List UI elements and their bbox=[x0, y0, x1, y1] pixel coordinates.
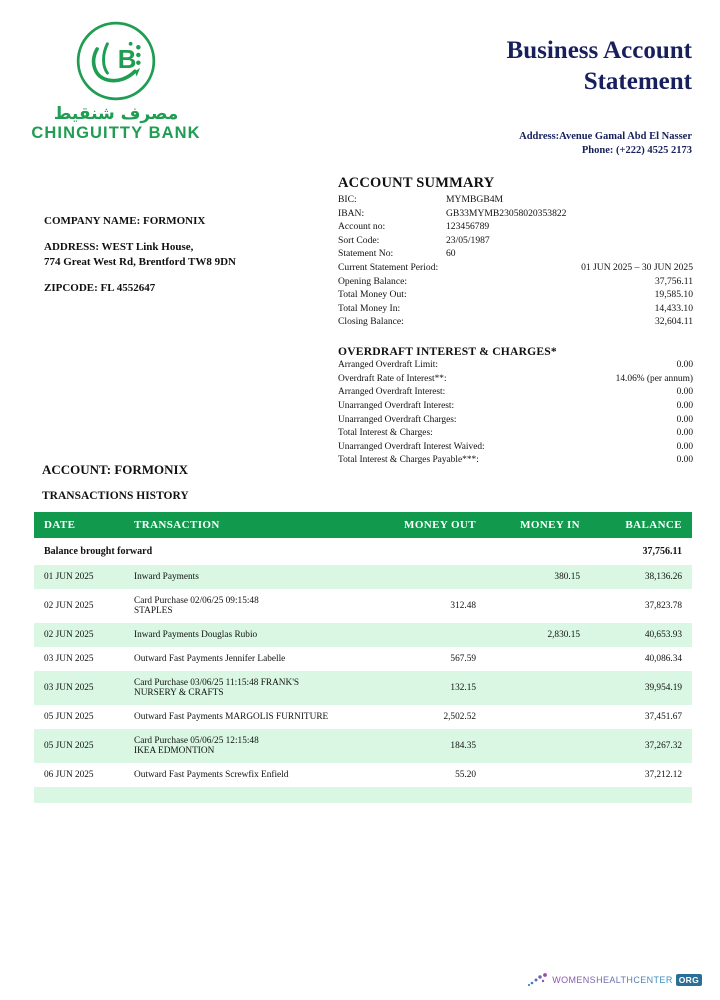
table-row bbox=[34, 705, 692, 729]
overdraft-field-value: 0.00 bbox=[676, 360, 693, 371]
summary-field-label: IBAN: bbox=[338, 207, 365, 219]
cell-balance: 40,653.93 bbox=[590, 623, 692, 647]
bank-circle-b-logo-icon bbox=[73, 18, 159, 104]
bank-phone: Phone: (+222) 4525 2173 bbox=[581, 145, 692, 157]
cell-transaction-line2: STAPLES bbox=[134, 606, 173, 616]
cell-money-out: 567.59 bbox=[382, 647, 486, 671]
footer-watermark bbox=[527, 972, 702, 988]
summary-field-row bbox=[338, 261, 693, 275]
summary-field-label: Closing Balance: bbox=[338, 316, 404, 328]
table-row bbox=[34, 671, 692, 705]
summary-field-row bbox=[338, 207, 693, 221]
summary-field-value: 23/05/1987 bbox=[446, 234, 490, 246]
cell-empty bbox=[382, 787, 486, 803]
summary-field-value: 14,433.10 bbox=[654, 302, 693, 314]
cell-transaction: Outward Fast Payments MARGOLIS FURNITURE bbox=[124, 705, 382, 729]
bank-arabic-name: مصرف شنقيط bbox=[53, 104, 179, 124]
overdraft-field-label: Unarranged Overdraft Interest: bbox=[338, 400, 455, 411]
cell-money-in bbox=[486, 647, 590, 671]
cell-money-in: 2,830.15 bbox=[486, 623, 590, 647]
transactions-table-header bbox=[34, 512, 692, 538]
column-header-balance: BALANCE bbox=[590, 512, 692, 538]
overdraft-field-label: Total Interest & Charges Payable***: bbox=[338, 455, 479, 466]
overdraft-field-value: 14.06% (per annum) bbox=[615, 373, 693, 384]
table-row bbox=[34, 729, 692, 763]
cell-balance: 37,267.32 bbox=[590, 729, 692, 763]
column-header-date: DATE bbox=[34, 512, 124, 538]
cell-date: 01 JUN 2025 bbox=[34, 565, 124, 589]
svg-text:B: B bbox=[117, 45, 137, 74]
transactions-table-body bbox=[34, 538, 692, 803]
overdraft-field-row bbox=[338, 441, 693, 455]
transactions-table-wrapper bbox=[34, 512, 692, 803]
company-zipcode: ZIPCODE: FL 4552647 bbox=[44, 281, 156, 294]
dots-decoration-icon bbox=[527, 972, 549, 988]
cell-empty bbox=[34, 787, 124, 803]
cell-balance: 39,954.19 bbox=[590, 671, 692, 705]
cell-money-out: 132.15 bbox=[382, 671, 486, 705]
cell-transaction: Card Purchase 03/06/25 11:15:48 FRANK'S NURSERY & CRAFTS bbox=[124, 671, 382, 705]
cell-transaction: Card Purchase 05/06/25 12:15:48 IKEA EDMONTION bbox=[124, 729, 382, 763]
brought-forward-out bbox=[382, 538, 486, 565]
summary-field-label: Opening Balance: bbox=[338, 275, 407, 287]
cell-date: 05 JUN 2025 bbox=[34, 729, 124, 763]
bank-address: Address:Avenue Gamal Abd El Nasser bbox=[519, 131, 692, 142]
cell-transaction: Card Purchase 02/06/25 09:15:48 STAPLES bbox=[124, 589, 382, 623]
summary-field-row bbox=[338, 234, 693, 248]
balance-brought-forward-row bbox=[34, 538, 692, 565]
overdraft-field-value: 0.00 bbox=[676, 400, 693, 411]
table-header-row bbox=[34, 512, 692, 538]
summary-field-value: 123456789 bbox=[446, 221, 490, 233]
overdraft-field-row bbox=[338, 454, 693, 468]
spacer bbox=[44, 270, 324, 281]
overdraft-field-row bbox=[338, 400, 693, 414]
company-address-line2: 774 Great West Rd, Brentford TW8 9DN bbox=[44, 255, 236, 268]
transactions-history-heading: TRANSACTIONS HISTORY bbox=[42, 490, 189, 502]
overdraft-field-label: Overdraft Rate of Interest**: bbox=[338, 373, 447, 384]
cell-money-in bbox=[486, 671, 590, 705]
overdraft-field-row bbox=[338, 414, 693, 428]
brought-forward-label: Balance brought forward bbox=[34, 538, 382, 565]
summary-field-value: GB33MYMB23058020353822 bbox=[446, 207, 567, 219]
summary-field-value: 60 bbox=[446, 248, 456, 260]
cell-balance: 37,451.67 bbox=[590, 705, 692, 729]
bank-logo-block bbox=[26, 18, 206, 143]
cell-money-out: 312.48 bbox=[382, 589, 486, 623]
summary-field-row bbox=[338, 247, 693, 261]
watermark-tld-badge: ORG bbox=[676, 974, 702, 986]
brought-forward-in bbox=[486, 538, 590, 565]
brought-forward-balance: 37,756.11 bbox=[590, 538, 692, 565]
cell-date: 03 JUN 2025 bbox=[34, 671, 124, 705]
cell-balance: 37,823.78 bbox=[590, 589, 692, 623]
cell-balance: 37,212.12 bbox=[590, 763, 692, 787]
summary-field-value: 01 JUN 2025 – 30 JUN 2025 bbox=[581, 262, 693, 274]
overdraft-heading: OVERDRAFT INTEREST & CHARGES* bbox=[338, 345, 557, 359]
cell-date: 03 JUN 2025 bbox=[34, 647, 124, 671]
cell-money-out: 55.20 bbox=[382, 763, 486, 787]
table-row bbox=[34, 623, 692, 647]
cell-date: 02 JUN 2025 bbox=[34, 589, 124, 623]
table-row bbox=[34, 589, 692, 623]
cell-empty bbox=[590, 787, 692, 803]
cell-date: 02 JUN 2025 bbox=[34, 623, 124, 647]
cell-money-out: 184.35 bbox=[382, 729, 486, 763]
account-summary-heading: ACCOUNT SUMMARY bbox=[338, 175, 495, 191]
summary-field-row bbox=[338, 220, 693, 234]
summary-field-label: Current Statement Period: bbox=[338, 262, 439, 274]
document-header bbox=[0, 0, 720, 160]
cell-money-out bbox=[382, 623, 486, 647]
cell-money-in bbox=[486, 763, 590, 787]
cell-date: 05 JUN 2025 bbox=[34, 705, 124, 729]
overdraft-field-row bbox=[338, 386, 693, 400]
summary-field-row bbox=[338, 315, 693, 329]
overdraft-field-label: Arranged Overdraft Limit: bbox=[338, 360, 438, 371]
summary-field-value: 32,604.11 bbox=[654, 316, 693, 328]
company-name: COMPANY NAME: FORMONIX bbox=[44, 215, 206, 227]
overdraft-field-value: 0.00 bbox=[676, 455, 693, 466]
bank-name: CHINGUITTY BANK bbox=[31, 123, 201, 142]
cell-money-in bbox=[486, 705, 590, 729]
overdraft-field-row bbox=[338, 427, 693, 441]
cell-money-in bbox=[486, 589, 590, 623]
overdraft-fields bbox=[338, 359, 693, 468]
transactions-table bbox=[34, 512, 692, 803]
overdraft-field-value: 0.00 bbox=[676, 414, 693, 425]
overdraft-field-label: Arranged Overdraft Interest: bbox=[338, 387, 446, 398]
column-header-money-in: MONEY IN bbox=[486, 512, 590, 538]
column-header-money-out: MONEY OUT bbox=[382, 512, 486, 538]
column-header-transaction: TRANSACTION bbox=[124, 512, 382, 538]
overdraft-field-value: 0.00 bbox=[676, 441, 693, 452]
spacer bbox=[44, 229, 324, 240]
company-address-line1: ADDRESS: WEST Link House, bbox=[44, 240, 194, 253]
summary-field-label: Account no: bbox=[338, 221, 386, 233]
summary-field-row bbox=[338, 288, 693, 302]
cell-date: 06 JUN 2025 bbox=[34, 763, 124, 787]
cell-transaction: Inward Payments Douglas Rubio bbox=[124, 623, 382, 647]
summary-field-row bbox=[338, 193, 693, 207]
cell-transaction: Outward Fast Payments Screwfix Enfield bbox=[124, 763, 382, 787]
summary-field-label: Sort Code: bbox=[338, 234, 380, 246]
overdraft-field-label: Unarranged Overdraft Interest Waived: bbox=[338, 441, 485, 452]
page-title bbox=[392, 36, 692, 97]
cell-money-out bbox=[382, 565, 486, 589]
cell-transaction-line2: IKEA EDMONTION bbox=[134, 746, 215, 756]
summary-field-label: BIC: bbox=[338, 194, 357, 205]
summary-field-value: 19,585.10 bbox=[654, 289, 693, 301]
table-row bbox=[34, 647, 692, 671]
summary-field-value: 37,756.11 bbox=[654, 275, 693, 287]
cell-transaction-line2: NURSERY & CRAFTS bbox=[134, 688, 224, 698]
overdraft-field-value: 0.00 bbox=[676, 387, 693, 398]
overdraft-field-row bbox=[338, 359, 693, 373]
watermark-text: WOMENSHEALTHCENTER bbox=[552, 975, 673, 985]
account-heading: ACCOUNT: FORMONIX bbox=[42, 462, 188, 477]
summary-field-row bbox=[338, 302, 693, 316]
summary-field-label: Total Money Out: bbox=[338, 289, 407, 301]
page-title-line2: Statement bbox=[583, 67, 692, 95]
page-title-line1: Business Account bbox=[506, 37, 692, 64]
table-row bbox=[34, 763, 692, 787]
cell-transaction: Inward Payments bbox=[124, 565, 382, 589]
company-details bbox=[44, 214, 324, 295]
bank-contact bbox=[352, 130, 692, 159]
summary-field-value: MYMBGB4M bbox=[446, 194, 504, 205]
cell-balance: 38,136.26 bbox=[590, 565, 692, 589]
overdraft-field-label: Unarranged Overdraft Charges: bbox=[338, 414, 457, 425]
summary-field-row bbox=[338, 275, 693, 289]
overdraft-section bbox=[338, 345, 693, 468]
table-trailing-stripe-row bbox=[34, 787, 692, 803]
account-summary-section bbox=[338, 175, 693, 468]
table-row bbox=[34, 565, 692, 589]
overdraft-field-label: Total Interest & Charges: bbox=[338, 428, 433, 439]
overdraft-field-row bbox=[338, 373, 693, 387]
cell-transaction: Outward Fast Payments Jennifer Labelle bbox=[124, 647, 382, 671]
overdraft-field-value: 0.00 bbox=[676, 428, 693, 439]
cell-money-out: 2,502.52 bbox=[382, 705, 486, 729]
cell-empty bbox=[124, 787, 382, 803]
summary-field-label: Total Money In: bbox=[338, 302, 401, 314]
summary-field-label: Statement No: bbox=[338, 248, 394, 260]
cell-balance: 40,086.34 bbox=[590, 647, 692, 671]
cell-money-in: 380.15 bbox=[486, 565, 590, 589]
cell-money-in bbox=[486, 729, 590, 763]
cell-empty bbox=[486, 787, 590, 803]
account-summary-fields bbox=[338, 193, 693, 329]
